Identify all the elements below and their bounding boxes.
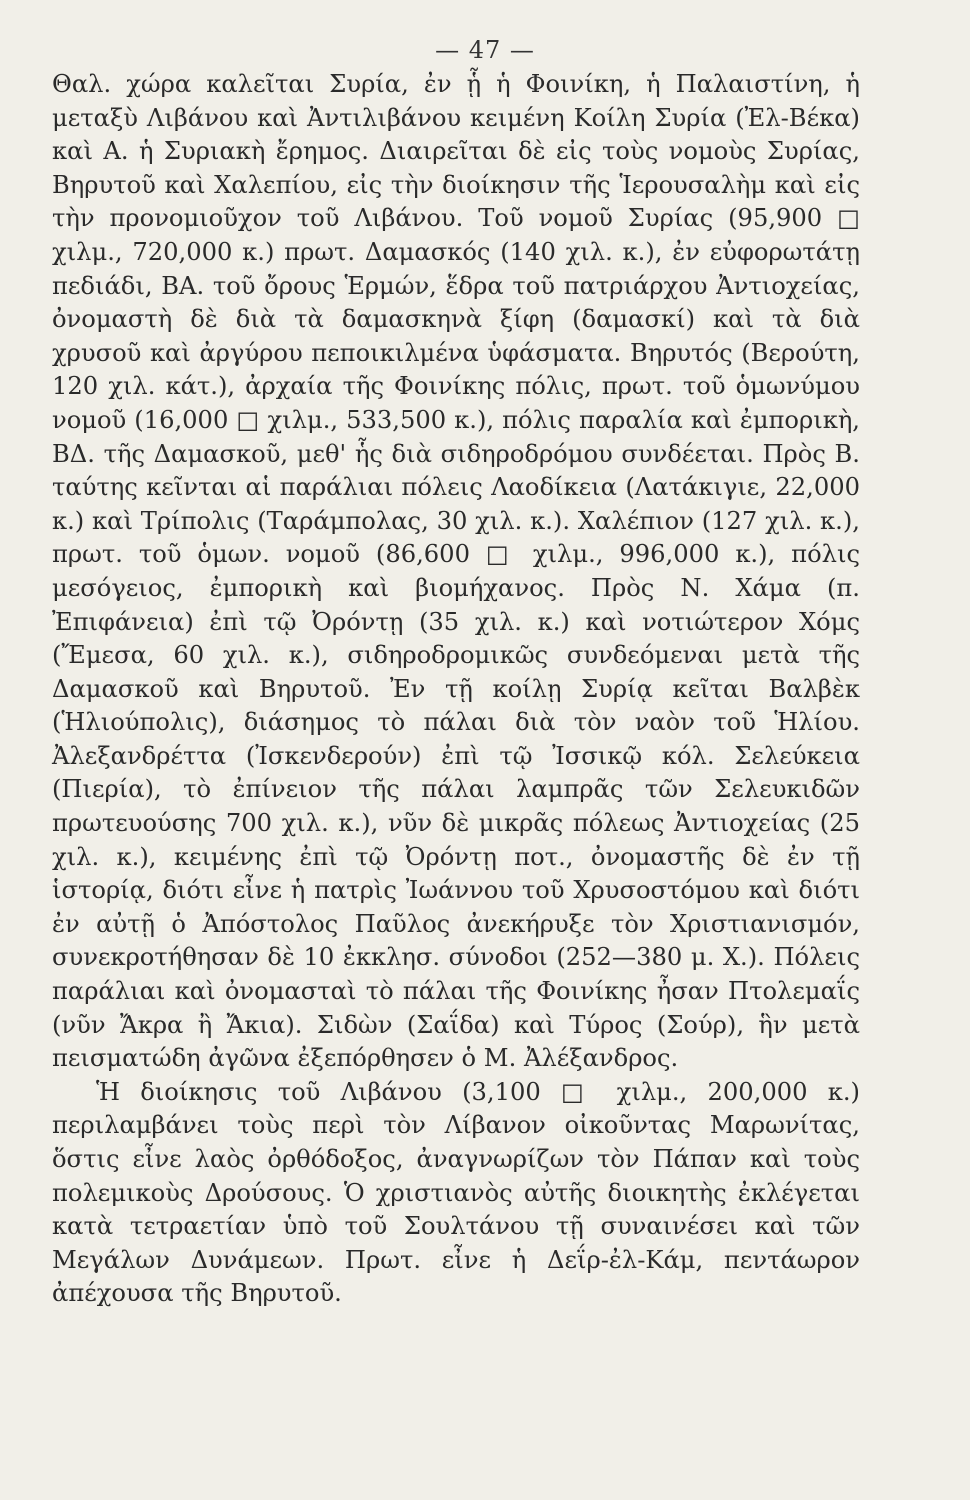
text-block [52, 68, 860, 1311]
paragraph-lebanon: Ἡ διοίκησις τοῦ Λιβάνου (3,100 □ χιλμ., 200,000 κ.) περιλαμβάνει τοὺς περὶ τὸν Λίβανον οἰκοῦντας Μαρωνίτας, ὅστις εἶνε λαὸς ὀρθόδοξος, ἀναγνωρίζων τὸν Πάπαν καὶ τοὺς πολεμικοὺς Δρούσους. Ὁ χριστιανὸς αὐτῆς διοικητὴς ἐκλέγεται κατὰ τετραετίαν ὑπὸ τοῦ Σουλτάνου τῇ συναινέσει καὶ τῶν Μεγάλων Δυνάμεων. Πρωτ. εἶνε ἡ Δεΐρ-ἐλ-Κάμ, πεντάωρον ἀπέχουσα τῆς Βηρυτοῦ. [52, 1077, 860, 1308]
paragraph-syria: Θαλ. χώρα καλεῖται Συρία, ἐν ᾗ ἡ Φοινίκη, ἡ Παλαιστίνη, ἡ μεταξὺ Λιβάνου καὶ Ἀντιλιβάνου κειμένη Κοίλη Συρία (Ἐλ-Βέκα) καὶ Α. ἡ Συριακὴ ἔρημος. Διαιρεῖται δὲ εἰς τοὺς νομοὺς Συρίας, Βηρυτοῦ καὶ Χαλεπίου, εἰς τὴν διοίκησιν τῆς Ἱερουσαλὴμ καὶ εἰς τὴν προνομιοῦχον τοῦ Λιβάνου. Τοῦ νομοῦ Συρίας (95,900 □ χιλμ., 720,000 κ.) πρωτ. Δαμασκός (140 χιλ. κ.), ἐν εὐφορωτάτῃ πεδιάδι, ΒΑ. τοῦ ὄρους Ἑρμών, ἕδρα τοῦ πατριάρχου Ἀντιοχείας, ὀνομαστὴ δὲ διὰ τὰ δαμασκηνὰ ξίφη (δαμασκί) καὶ τὰ διὰ χρυσοῦ καὶ ἀργύρου πεποικιλμένα ὑφάσματα. Βηρυτός (Βερούτη, 120 χιλ. κάτ.), ἀρχαία τῆς Φοινίκης πόλις, πρωτ. τοῦ ὁμωνύμου νομοῦ (16,000 □ χιλμ., 533,500 κ.), πόλις παραλία καὶ ἐμπορικὴ, ΒΔ. τῆς Δαμασκοῦ, μεθ' ἧς διὰ σιδηροδρόμου συνδέεται. Πρὸς Β. ταύτης κεῖνται αἱ παράλιαι πόλεις Λαοδίκεια (Λατάκιγιε, 22,000 κ.) καὶ Τρίπολις (Ταράμπολας, 30 χιλ. κ.). Χαλέπιον (127 χιλ. κ.), πρωτ. τοῦ ὁμων. νομοῦ (86,600 □ χιλμ., 996,000 κ.), πόλις μεσόγειος, ἐμπορικὴ καὶ βιομήχανος. Πρὸς Ν. Χάμα (π. Ἐπιφάνεια) ἐπὶ τῷ Ὀρόντῃ (35 χιλ. κ.) καὶ νοτιώτερον Χόμς (Ἔμεσα, 60 χιλ. κ.), σιδηροδρομικῶς συνδεόμεναι μετὰ τῆς Δαμασκοῦ καὶ Βηρυτοῦ. Ἐν τῇ κοίλῃ Συρίᾳ κεῖται Βαλβὲκ (Ἡλιούπολις), διάσημος τὸ πάλαι διὰ τὸν ναὸν τοῦ Ἡλίου. Ἀλεξανδρέττα (Ἰσκενδερούν) ἐπὶ τῷ Ἰσσικῷ κόλ. Σελεύκεια (Πιερία), τὸ ἐπίνειον τῆς πάλαι λαμπρᾶς τῶν Σελευκιδῶν πρωτευούσης 700 χιλ. κ.), νῦν δὲ μικρᾶς πόλεως Ἀντιοχείας (25 χιλ. κ.), κειμένης ἐπὶ τῷ Ὀρόντῃ ποτ., ὀνομαστῆς δὲ ἐν τῇ ἱστορίᾳ, διότι εἶνε ἡ πατρὶς Ἰωάννου τοῦ Χρυσοστόμου καὶ διότι ἐν αὐτῇ ὁ Ἀπόστολος Παῦλος ἀνεκήρυξε τὸν Χριστιανισμόν, συνεκροτήθησαν δὲ 10 ἐκκλησ. σύνοδοι (252—380 μ. Χ.). Πόλεις παράλιαι καὶ ὀνομασταὶ τὸ πάλαι τῆς Φοινίκης ἦσαν Πτολεμαΐς (νῦν Ἄκρα ἢ Ἄκια). Σιδὼν (Σαΐδα) καὶ Τύρος (Σούρ), ἣν μετὰ πεισματώδη ἀγῶνα ἐξεπόρθησεν ὁ Μ. Ἀλέξανδρος. [52, 70, 860, 1073]
page-number: — 47 — [435, 36, 535, 64]
